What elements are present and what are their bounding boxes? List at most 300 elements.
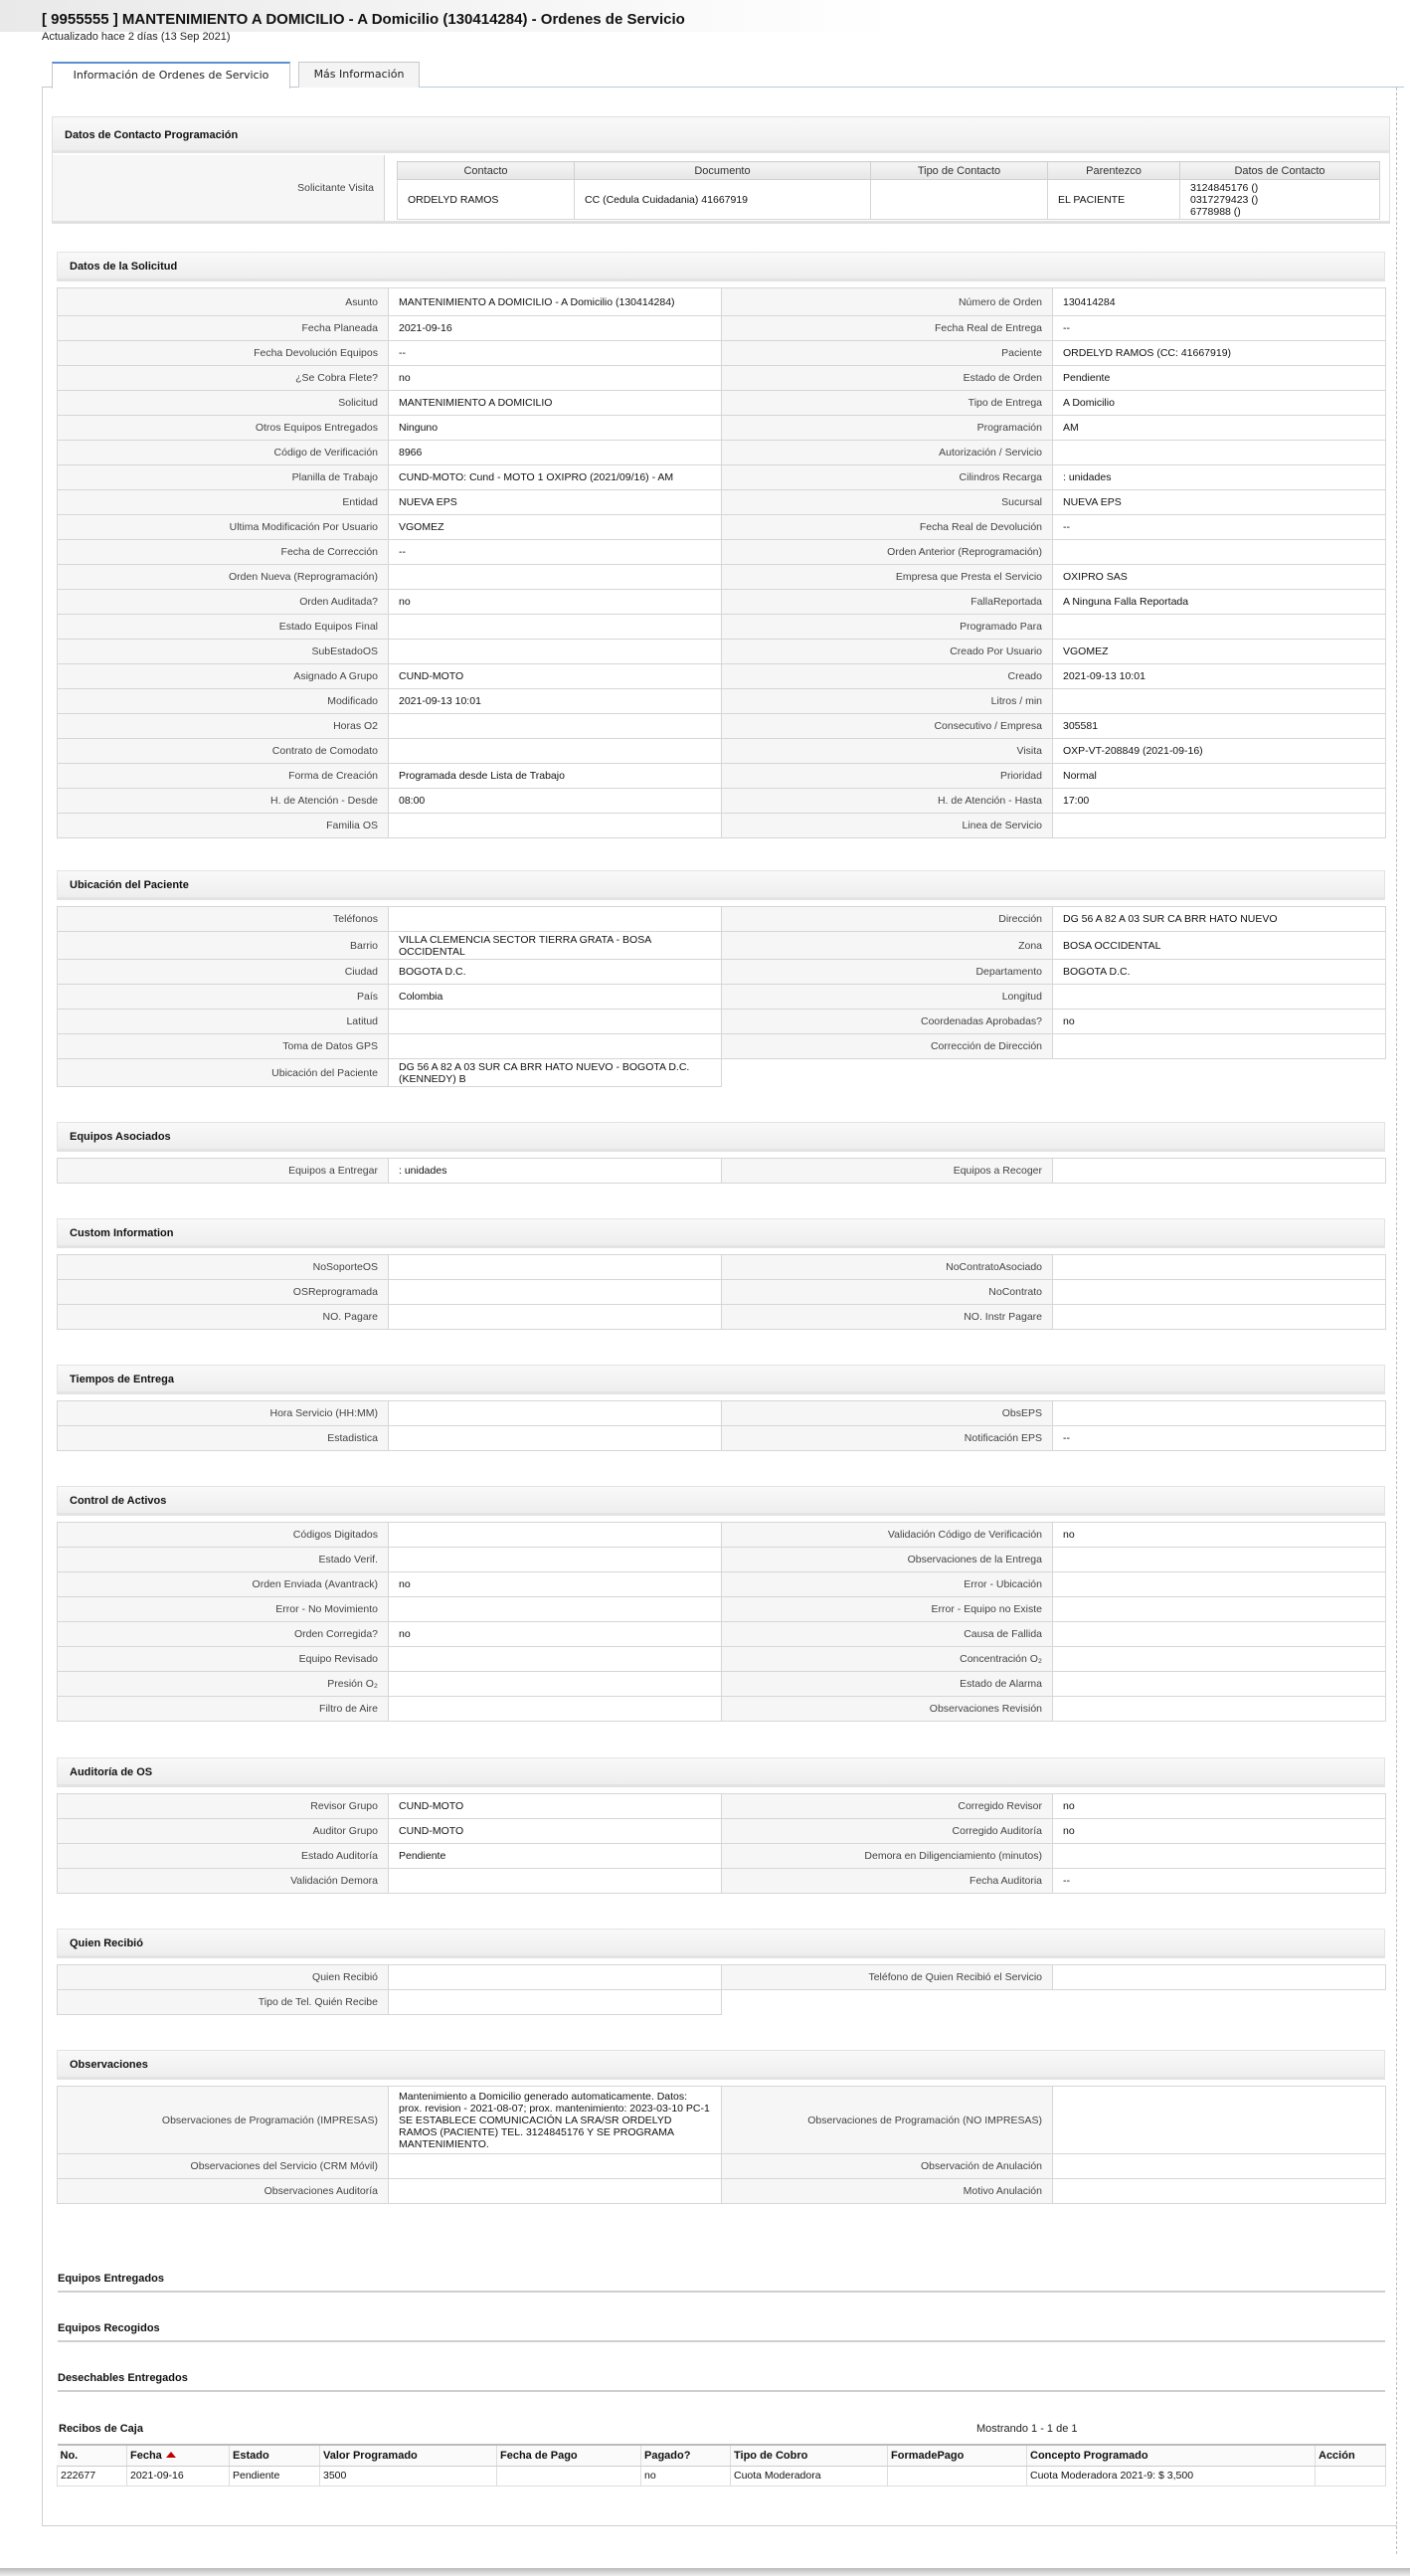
section-equipos-asociados: [57, 1122, 1385, 1184]
estado-auditoria-label: Estado Auditoría: [58, 1844, 389, 1869]
section-title-contacto: Datos de Contacto Programación: [53, 117, 1389, 153]
table-row: [58, 515, 1386, 540]
programado-para-label: Programado Para: [722, 615, 1053, 640]
col-accion: Acción: [1316, 2445, 1386, 2466]
fecha-devolucion-equipos-label: Fecha Devolución Equipos: [58, 341, 389, 366]
modificado-value: 2021-09-13 10:01: [389, 689, 722, 714]
barrio-value: VILLA CLEMENCIA SECTOR TIERRA GRATA - BOSA OCCIDENTAL: [389, 932, 722, 960]
forma-de-creacion-label: Forma de Creación: [58, 764, 389, 789]
error-equipo-no-existe-label: Error - Equipo no Existe: [722, 1597, 1053, 1622]
table-row: [58, 1697, 1386, 1722]
se-cobra-flete-label: ¿Se Cobra Flete?: [58, 366, 389, 391]
toma-de-datos-gps-label: Toma de Datos GPS: [58, 1034, 389, 1059]
asunto-value: MANTENIMIENTO A DOMICILIO - A Domicilio (130414284): [389, 288, 722, 316]
table-row: [58, 1572, 1386, 1597]
tipo-de-tel-quien-recibe-value: [389, 1990, 722, 2015]
codigo-de-verificacion-value: 8966: [389, 441, 722, 465]
asignado-a-grupo-value: CUND-MOTO: [389, 664, 722, 689]
solicitante-visita-label: Solicitante Visita: [53, 155, 385, 221]
col-documento: Documento: [575, 162, 871, 180]
solicitud-value: MANTENIMIENTO A DOMICILIO: [389, 391, 722, 416]
col-tipo-cobro[interactable]: Tipo de Cobro: [731, 2445, 888, 2466]
hora-servicio-hh-mm-value: [389, 1401, 722, 1426]
recibos-table: [57, 2444, 1386, 2486]
empresa-que-presta-el-servicio-value: OXIPRO SAS: [1053, 565, 1386, 590]
col-fecha-pago[interactable]: Fecha de Pago: [497, 2445, 641, 2466]
equipo-revisado-label: Equipo Revisado: [58, 1647, 389, 1672]
col-datos-contacto: Datos de Contacto: [1180, 162, 1380, 180]
se-cobra-flete-value: no: [389, 366, 722, 391]
table-row: [58, 391, 1386, 416]
observaciones-de-la-entrega-value: [1053, 1548, 1386, 1572]
table-row: [58, 1010, 1386, 1034]
h-de-atencion-hasta-value: 17:00: [1053, 789, 1386, 814]
recibo-fecha-pago: [497, 2466, 641, 2485]
codigo-de-verificacion-label: Código de Verificación: [58, 441, 389, 465]
table-row: [58, 1597, 1386, 1622]
contacts-table: [397, 161, 1380, 220]
estadistica-label: Estadistica: [58, 1426, 389, 1451]
concentracion-o-label: Concentración O₂: [722, 1647, 1053, 1672]
recibos-title: Recibos de Caja: [59, 2423, 143, 2435]
cilindros-recarga-value: : unidades: [1053, 465, 1386, 490]
asunto-label: Asunto: [58, 288, 389, 316]
orden-nueva-reprogramacion-value: [389, 565, 722, 590]
col-pagado[interactable]: Pagado?: [641, 2445, 731, 2466]
departamento-label: Departamento: [722, 960, 1053, 985]
pais-value: Colombia: [389, 985, 722, 1010]
horas-o2-value: [389, 714, 722, 739]
section-title-ubicacion: Ubicación del Paciente: [57, 870, 1385, 900]
familia-os-value: [389, 814, 722, 838]
otros-equipos-entregados-label: Otros Equipos Entregados: [58, 416, 389, 441]
col-no[interactable]: No.: [58, 2445, 127, 2466]
equipos-fields-table: [57, 1158, 1386, 1184]
estado-de-orden-value: Pendiente: [1053, 366, 1386, 391]
zona-label: Zona: [722, 932, 1053, 960]
table-row: [58, 2466, 1386, 2485]
table-row: [58, 416, 1386, 441]
telefono-de-quien-recibio-el-servicio-value: [1053, 1965, 1386, 1990]
recibos-count: Mostrando 1 - 1 de 1: [976, 2423, 1078, 2435]
direccion-value: DG 56 A 82 A 03 SUR CA BRR HATO NUEVO: [1053, 907, 1386, 932]
table-row: [58, 1844, 1386, 1869]
direccion-label: Dirección: [722, 907, 1053, 932]
horas-o2-label: Horas O2: [58, 714, 389, 739]
table-row: [58, 1426, 1386, 1451]
obseps-label: ObsEPS: [722, 1401, 1053, 1426]
table-row: [58, 714, 1386, 739]
table-row: [58, 1794, 1386, 1819]
observaciones-del-servicio-crm-movil-label: Observaciones del Servicio (CRM Móvil): [58, 2154, 389, 2179]
page-header: [0, 0, 1410, 56]
barrio-label: Barrio: [58, 932, 389, 960]
recibo-estado: Pendiente: [230, 2466, 320, 2485]
table-row: [58, 689, 1386, 714]
fecha-de-correccion-label: Fecha de Corrección: [58, 540, 389, 565]
contact-type: [871, 180, 1048, 220]
corregido-auditoria-value: no: [1053, 1819, 1386, 1844]
col-tipo-contacto: Tipo de Contacto: [871, 162, 1048, 180]
programado-para-value: [1053, 615, 1386, 640]
recibo-valor: 3500: [320, 2466, 497, 2485]
no-instr-pagare-value: [1053, 1305, 1386, 1330]
solicitud-label: Solicitud: [58, 391, 389, 416]
recibo-fecha: 2021-09-16: [127, 2466, 230, 2485]
error-no-movimiento-value: [389, 1597, 722, 1622]
estado-equipos-final-label: Estado Equipos Final: [58, 615, 389, 640]
section-custom-information: [57, 1218, 1385, 1330]
section-observaciones: [57, 2050, 1385, 2204]
obseps-value: [1053, 1401, 1386, 1426]
empty-cell: [722, 1990, 1053, 2015]
section-solicitud: [57, 252, 1385, 838]
contact-name: ORDELYD RAMOS: [398, 180, 575, 220]
orden-enviada-avantrack-label: Orden Enviada (Avantrack): [58, 1572, 389, 1597]
latitud-label: Latitud: [58, 1010, 389, 1034]
codigos-digitados-label: Códigos Digitados: [58, 1523, 389, 1548]
col-parentezco: Parentezco: [1048, 162, 1180, 180]
orden-enviada-avantrack-value: no: [389, 1572, 722, 1597]
orden-corregida-label: Orden Corregida?: [58, 1622, 389, 1647]
table-row: [58, 1305, 1386, 1330]
no-instr-pagare-label: NO. Instr Pagare: [722, 1305, 1053, 1330]
table-row: [58, 441, 1386, 465]
error-ubicacion-value: [1053, 1572, 1386, 1597]
recibo-no: 222677: [58, 2466, 127, 2485]
estado-verif-value: [389, 1548, 722, 1572]
page-title: [ 9955555 ] MANTENIMIENTO A DOMICILIO - A Domicilio (130414284) - Ordenes de Servicio: [42, 11, 685, 28]
ciudad-value: BOGOTA D.C.: [389, 960, 722, 985]
section-tiempos-entrega: [57, 1365, 1385, 1451]
causa-de-fallida-value: [1053, 1622, 1386, 1647]
desechables-entregados-title: Desechables Entregados: [58, 2372, 1385, 2392]
fecha-real-de-devolucion-label: Fecha Real de Devolución: [722, 515, 1053, 540]
table-row: [58, 1869, 1386, 1894]
telefono-de-quien-recibio-el-servicio-label: Teléfono de Quien Recibió el Servicio: [722, 1965, 1053, 1990]
observaciones-fields-table: [57, 2086, 1386, 2204]
col-concepto-programado[interactable]: Concepto Programado: [1027, 2445, 1316, 2466]
error-no-movimiento-label: Error - No Movimiento: [58, 1597, 389, 1622]
consecutivo-empresa-value: 305581: [1053, 714, 1386, 739]
recibo-forma-pago: [888, 2466, 1027, 2485]
contact-section: [52, 116, 1390, 224]
table-row: [58, 907, 1386, 932]
observaciones-de-programacion-impresas-label: Observaciones de Programación (IMPRESAS): [58, 2087, 389, 2154]
contact-phone: 6778988 (): [1190, 205, 1241, 218]
sort-ascending-icon: [166, 2452, 176, 2458]
table-row: [58, 1401, 1386, 1426]
ubicacion-del-paciente-value: DG 56 A 82 A 03 SUR CA BRR HATO NUEVO - BOGOTA D.C. (KENNEDY) B: [389, 1059, 722, 1087]
last-updated-text: Actualizado hace 2 días (13 Sep 2021): [42, 31, 231, 43]
table-row: [58, 1622, 1386, 1647]
demora-en-diligenciamiento-minutos-value: [1053, 1844, 1386, 1869]
tab-mas-informacion[interactable]: Más Información: [298, 62, 420, 88]
sucursal-label: Sucursal: [722, 490, 1053, 515]
section-title-activos: Control de Activos: [57, 1486, 1385, 1516]
entidad-label: Entidad: [58, 490, 389, 515]
table-row: [58, 664, 1386, 689]
table-row: [58, 2154, 1386, 2179]
subestadoos-value: [389, 640, 722, 664]
motivo-anulacion-label: Motivo Anulación: [722, 2179, 1053, 2204]
orden-corregida-value: no: [389, 1622, 722, 1647]
longitud-value: [1053, 985, 1386, 1010]
table-row: [58, 1255, 1386, 1280]
table-row: [58, 789, 1386, 814]
equipos-entregados-title: Equipos Entregados: [58, 2273, 1385, 2293]
consecutivo-empresa-label: Consecutivo / Empresa: [722, 714, 1053, 739]
coordenadas-aprobadas-label: Coordenadas Aprobadas?: [722, 1010, 1053, 1034]
tipo-de-entrega-value: A Domicilio: [1053, 391, 1386, 416]
linea-de-servicio-value: [1053, 814, 1386, 838]
error-ubicacion-label: Error - Ubicación: [722, 1572, 1053, 1597]
fecha-planeada-value: 2021-09-16: [389, 316, 722, 341]
corregido-auditoria-label: Corregido Auditoría: [722, 1819, 1053, 1844]
h-de-atencion-hasta-label: H. de Atención - Hasta: [722, 789, 1053, 814]
section-auditoria: [57, 1757, 1385, 1894]
col-estado[interactable]: Estado: [230, 2445, 320, 2466]
ciudad-label: Ciudad: [58, 960, 389, 985]
table-row: [58, 2179, 1386, 2204]
cilindros-recarga-label: Cilindros Recarga: [722, 465, 1053, 490]
section-title-equipos: Equipos Asociados: [57, 1122, 1385, 1152]
table-row: [58, 739, 1386, 764]
recibio-fields-table: [57, 1964, 1386, 2015]
observaciones-revision-label: Observaciones Revisión: [722, 1697, 1053, 1722]
planilla-de-trabajo-value: CUND-MOTO: Cund - MOTO 1 OXIPRO (2021/09/16) - AM: [389, 465, 722, 490]
table-row: [58, 1647, 1386, 1672]
equipos-a-entregar-value: : unidades: [389, 1159, 722, 1184]
motivo-anulacion-value: [1053, 2179, 1386, 2204]
contact-phone: 3124845176 (): [1190, 181, 1259, 194]
validacion-demora-label: Validación Demora: [58, 1869, 389, 1894]
otros-equipos-entregados-value: Ninguno: [389, 416, 722, 441]
contact-row: [53, 155, 1389, 221]
litros-min-label: Litros / min: [722, 689, 1053, 714]
prioridad-label: Prioridad: [722, 764, 1053, 789]
fecha-de-correccion-value: --: [389, 540, 722, 565]
h-de-atencion-desde-value: 08:00: [389, 789, 722, 814]
fecha-devolucion-equipos-value: --: [389, 341, 722, 366]
table-row: [58, 640, 1386, 664]
section-title-observaciones: Observaciones: [57, 2050, 1385, 2080]
observacion-de-anulacion-value: [1053, 2154, 1386, 2179]
table-row: [58, 764, 1386, 789]
table-row: [58, 2087, 1386, 2154]
empty-cell: [1053, 1990, 1386, 2015]
orden-anterior-reprogramacion-value: [1053, 540, 1386, 565]
paciente-value: ORDELYD RAMOS (CC: 41667919): [1053, 341, 1386, 366]
table-row: [58, 1819, 1386, 1844]
table-row: [58, 465, 1386, 490]
recibo-accion[interactable]: [1316, 2466, 1386, 2485]
estado-de-alarma-label: Estado de Alarma: [722, 1672, 1053, 1697]
orden-nueva-reprogramacion-label: Orden Nueva (Reprogramación): [58, 565, 389, 590]
fecha-auditoria-value: --: [1053, 1869, 1386, 1894]
longitud-label: Longitud: [722, 985, 1053, 1010]
section-title-tiempos: Tiempos de Entrega: [57, 1365, 1385, 1394]
observaciones-de-la-entrega-label: Observaciones de la Entrega: [722, 1548, 1053, 1572]
table-row: [58, 565, 1386, 590]
contact-relationship: EL PACIENTE: [1048, 180, 1180, 220]
numero-de-orden-value: 130414284: [1053, 288, 1386, 316]
table-row: [58, 1548, 1386, 1572]
telefonos-label: Teléfonos: [58, 907, 389, 932]
recibos-header: [57, 2420, 1385, 2442]
creado-por-usuario-label: Creado Por Usuario: [722, 640, 1053, 664]
empresa-que-presta-el-servicio-label: Empresa que Presta el Servicio: [722, 565, 1053, 590]
zona-value: BOSA OCCIDENTAL: [1053, 932, 1386, 960]
observaciones-de-programacion-impresas-value: Mantenimiento a Domicilio generado automaticamente. Datos: prox. revision - 2021-08-07; prox. mantenimiento: 2023-03-10 PC-1 SE ESTABLECE COMUNICACIÓN LA SRA/SR ORDELYD RAMOS (PACIENTE) TEL. 3124845176 Y SE PROGRAMA MANTENIMIENTO.: [389, 2087, 722, 2154]
telefonos-value: [389, 907, 722, 932]
section-quien-recibio: [57, 1929, 1385, 2015]
ubicacion-del-paciente-label: Ubicación del Paciente: [58, 1059, 389, 1087]
table-row: [58, 590, 1386, 615]
activos-fields-table: [57, 1522, 1386, 1722]
observaciones-auditoria-label: Observaciones Auditoría: [58, 2179, 389, 2204]
linea-de-servicio-label: Linea de Servicio: [722, 814, 1053, 838]
recibo-concepto: Cuota Moderadora 2021-9: $ 3,500: [1027, 2466, 1316, 2485]
table-row: [58, 366, 1386, 391]
table-row: [58, 316, 1386, 341]
validacion-demora-value: [389, 1869, 722, 1894]
demora-en-diligenciamiento-minutos-label: Demora en Diligenciamiento (minutos): [722, 1844, 1053, 1869]
bottom-border: [0, 2568, 1410, 2576]
col-contacto: Contacto: [398, 162, 575, 180]
fallareportada-value: A Ninguna Falla Reportada: [1053, 590, 1386, 615]
programacion-value: AM: [1053, 416, 1386, 441]
creado-label: Creado: [722, 664, 1053, 689]
observaciones-de-programacion-no-impresas-value: [1053, 2087, 1386, 2154]
visita-label: Visita: [722, 739, 1053, 764]
table-row: [58, 1059, 1386, 1087]
estado-de-orden-label: Estado de Orden: [722, 366, 1053, 391]
hora-servicio-hh-mm-label: Hora Servicio (HH:MM): [58, 1401, 389, 1426]
estado-de-alarma-value: [1053, 1672, 1386, 1697]
toma-de-datos-gps-value: [389, 1034, 722, 1059]
contrato-de-comodato-value: [389, 739, 722, 764]
nocontrato-label: NoContrato: [722, 1280, 1053, 1305]
nosoporteos-value: [389, 1255, 722, 1280]
auditor-grupo-value: CUND-MOTO: [389, 1819, 722, 1844]
nocontratoasociado-value: [1053, 1255, 1386, 1280]
col-forma-pago[interactable]: FormadePago: [888, 2445, 1027, 2466]
table-row: [58, 932, 1386, 960]
section-title-recibio: Quien Recibió: [57, 1929, 1385, 1958]
correccion-de-direccion-label: Corrección de Dirección: [722, 1034, 1053, 1059]
table-row: [58, 1034, 1386, 1059]
equipo-revisado-value: [389, 1647, 722, 1672]
col-fecha[interactable]: [127, 2445, 230, 2466]
auditor-grupo-label: Auditor Grupo: [58, 1819, 389, 1844]
sucursal-value: NUEVA EPS: [1053, 490, 1386, 515]
observaciones-de-programacion-no-impresas-label: Observaciones de Programación (NO IMPRESAS): [722, 2087, 1053, 2154]
fecha-real-de-devolucion-value: --: [1053, 515, 1386, 540]
observacion-de-anulacion-label: Observación de Anulación: [722, 2154, 1053, 2179]
quien-recibio-label: Quien Recibió: [58, 1965, 389, 1990]
departamento-value: BOGOTA D.C.: [1053, 960, 1386, 985]
fallareportada-label: FallaReportada: [722, 590, 1053, 615]
presion-o-value: [389, 1672, 722, 1697]
modificado-label: Modificado: [58, 689, 389, 714]
codigos-digitados-value: [389, 1523, 722, 1548]
fecha-real-de-entrega-value: --: [1053, 316, 1386, 341]
estado-verif-label: Estado Verif.: [58, 1548, 389, 1572]
table-row: [58, 1159, 1386, 1184]
tiempos-fields-table: [57, 1400, 1386, 1451]
table-row: [58, 490, 1386, 515]
equipos-recogidos-title: Equipos Recogidos: [58, 2322, 1385, 2342]
creado-value: 2021-09-13 10:01: [1053, 664, 1386, 689]
solicitud-fields-table: [57, 287, 1386, 838]
paciente-label: Paciente: [722, 341, 1053, 366]
osreprogramada-label: OSReprogramada: [58, 1280, 389, 1305]
recibo-pagado: no: [641, 2466, 731, 2485]
col-valor-programado[interactable]: Valor Programado: [320, 2445, 497, 2466]
custom-fields-table: [57, 1254, 1386, 1330]
section-ubicacion: [57, 870, 1385, 1087]
nocontratoasociado-label: NoContratoAsociado: [722, 1255, 1053, 1280]
fecha-planeada-label: Fecha Planeada: [58, 316, 389, 341]
tab-informacion-ordenes[interactable]: Información de Ordenes de Servicio: [52, 62, 290, 89]
causa-de-fallida-label: Causa de Fallida: [722, 1622, 1053, 1647]
empty-cell: [722, 1059, 1053, 1087]
litros-min-value: [1053, 689, 1386, 714]
table-row: [58, 1523, 1386, 1548]
observaciones-del-servicio-crm-movil-value: [389, 2154, 722, 2179]
dashed-divider: [1396, 88, 1397, 2554]
filtro-de-aire-label: Filtro de Aire: [58, 1697, 389, 1722]
creado-por-usuario-value: VGOMEZ: [1053, 640, 1386, 664]
corregido-revisor-label: Corregido Revisor: [722, 1794, 1053, 1819]
contact-document: CC (Cedula Cuidadania) 41667919: [575, 180, 871, 220]
section-title-solicitud: Datos de la Solicitud: [57, 252, 1385, 281]
asignado-a-grupo-label: Asignado A Grupo: [58, 664, 389, 689]
equipos-a-recoger-value: [1053, 1159, 1386, 1184]
section-title-auditoria: Auditoría de OS: [57, 1757, 1385, 1787]
section-title-custom: Custom Information: [57, 1218, 1385, 1248]
h-de-atencion-desde-label: H. de Atención - Desde: [58, 789, 389, 814]
no-pagare-value: [389, 1305, 722, 1330]
ultima-modificacion-por-usuario-value: VGOMEZ: [389, 515, 722, 540]
validacion-codigo-de-verificacion-value: no: [1053, 1523, 1386, 1548]
autorizacion-servicio-label: Autorización / Servicio: [722, 441, 1053, 465]
orden-anterior-reprogramacion-label: Orden Anterior (Reprogramación): [722, 540, 1053, 565]
contact-phone: 0317279423 (): [1190, 193, 1259, 206]
table-row: [58, 288, 1386, 316]
nocontrato-value: [1053, 1280, 1386, 1305]
filtro-de-aire-value: [389, 1697, 722, 1722]
coordenadas-aprobadas-value: no: [1053, 1010, 1386, 1034]
correccion-de-direccion-value: [1053, 1034, 1386, 1059]
table-row: [58, 615, 1386, 640]
corregido-revisor-value: no: [1053, 1794, 1386, 1819]
forma-de-creacion-value: Programada desde Lista de Trabajo: [389, 764, 722, 789]
table-row: [398, 180, 1380, 220]
tipo-de-entrega-label: Tipo de Entrega: [722, 391, 1053, 416]
table-row: [58, 960, 1386, 985]
notificacion-eps-label: Notificación EPS: [722, 1426, 1053, 1451]
section-control-activos: [57, 1486, 1385, 1722]
latitud-value: [389, 1010, 722, 1034]
table-row: [58, 341, 1386, 366]
subestadoos-label: SubEstadoOS: [58, 640, 389, 664]
estado-auditoria-value: Pendiente: [389, 1844, 722, 1869]
orden-auditada-value: no: [389, 590, 722, 615]
entidad-value: NUEVA EPS: [389, 490, 722, 515]
tipo-de-tel-quien-recibe-label: Tipo de Tel. Quién Recibe: [58, 1990, 389, 2015]
